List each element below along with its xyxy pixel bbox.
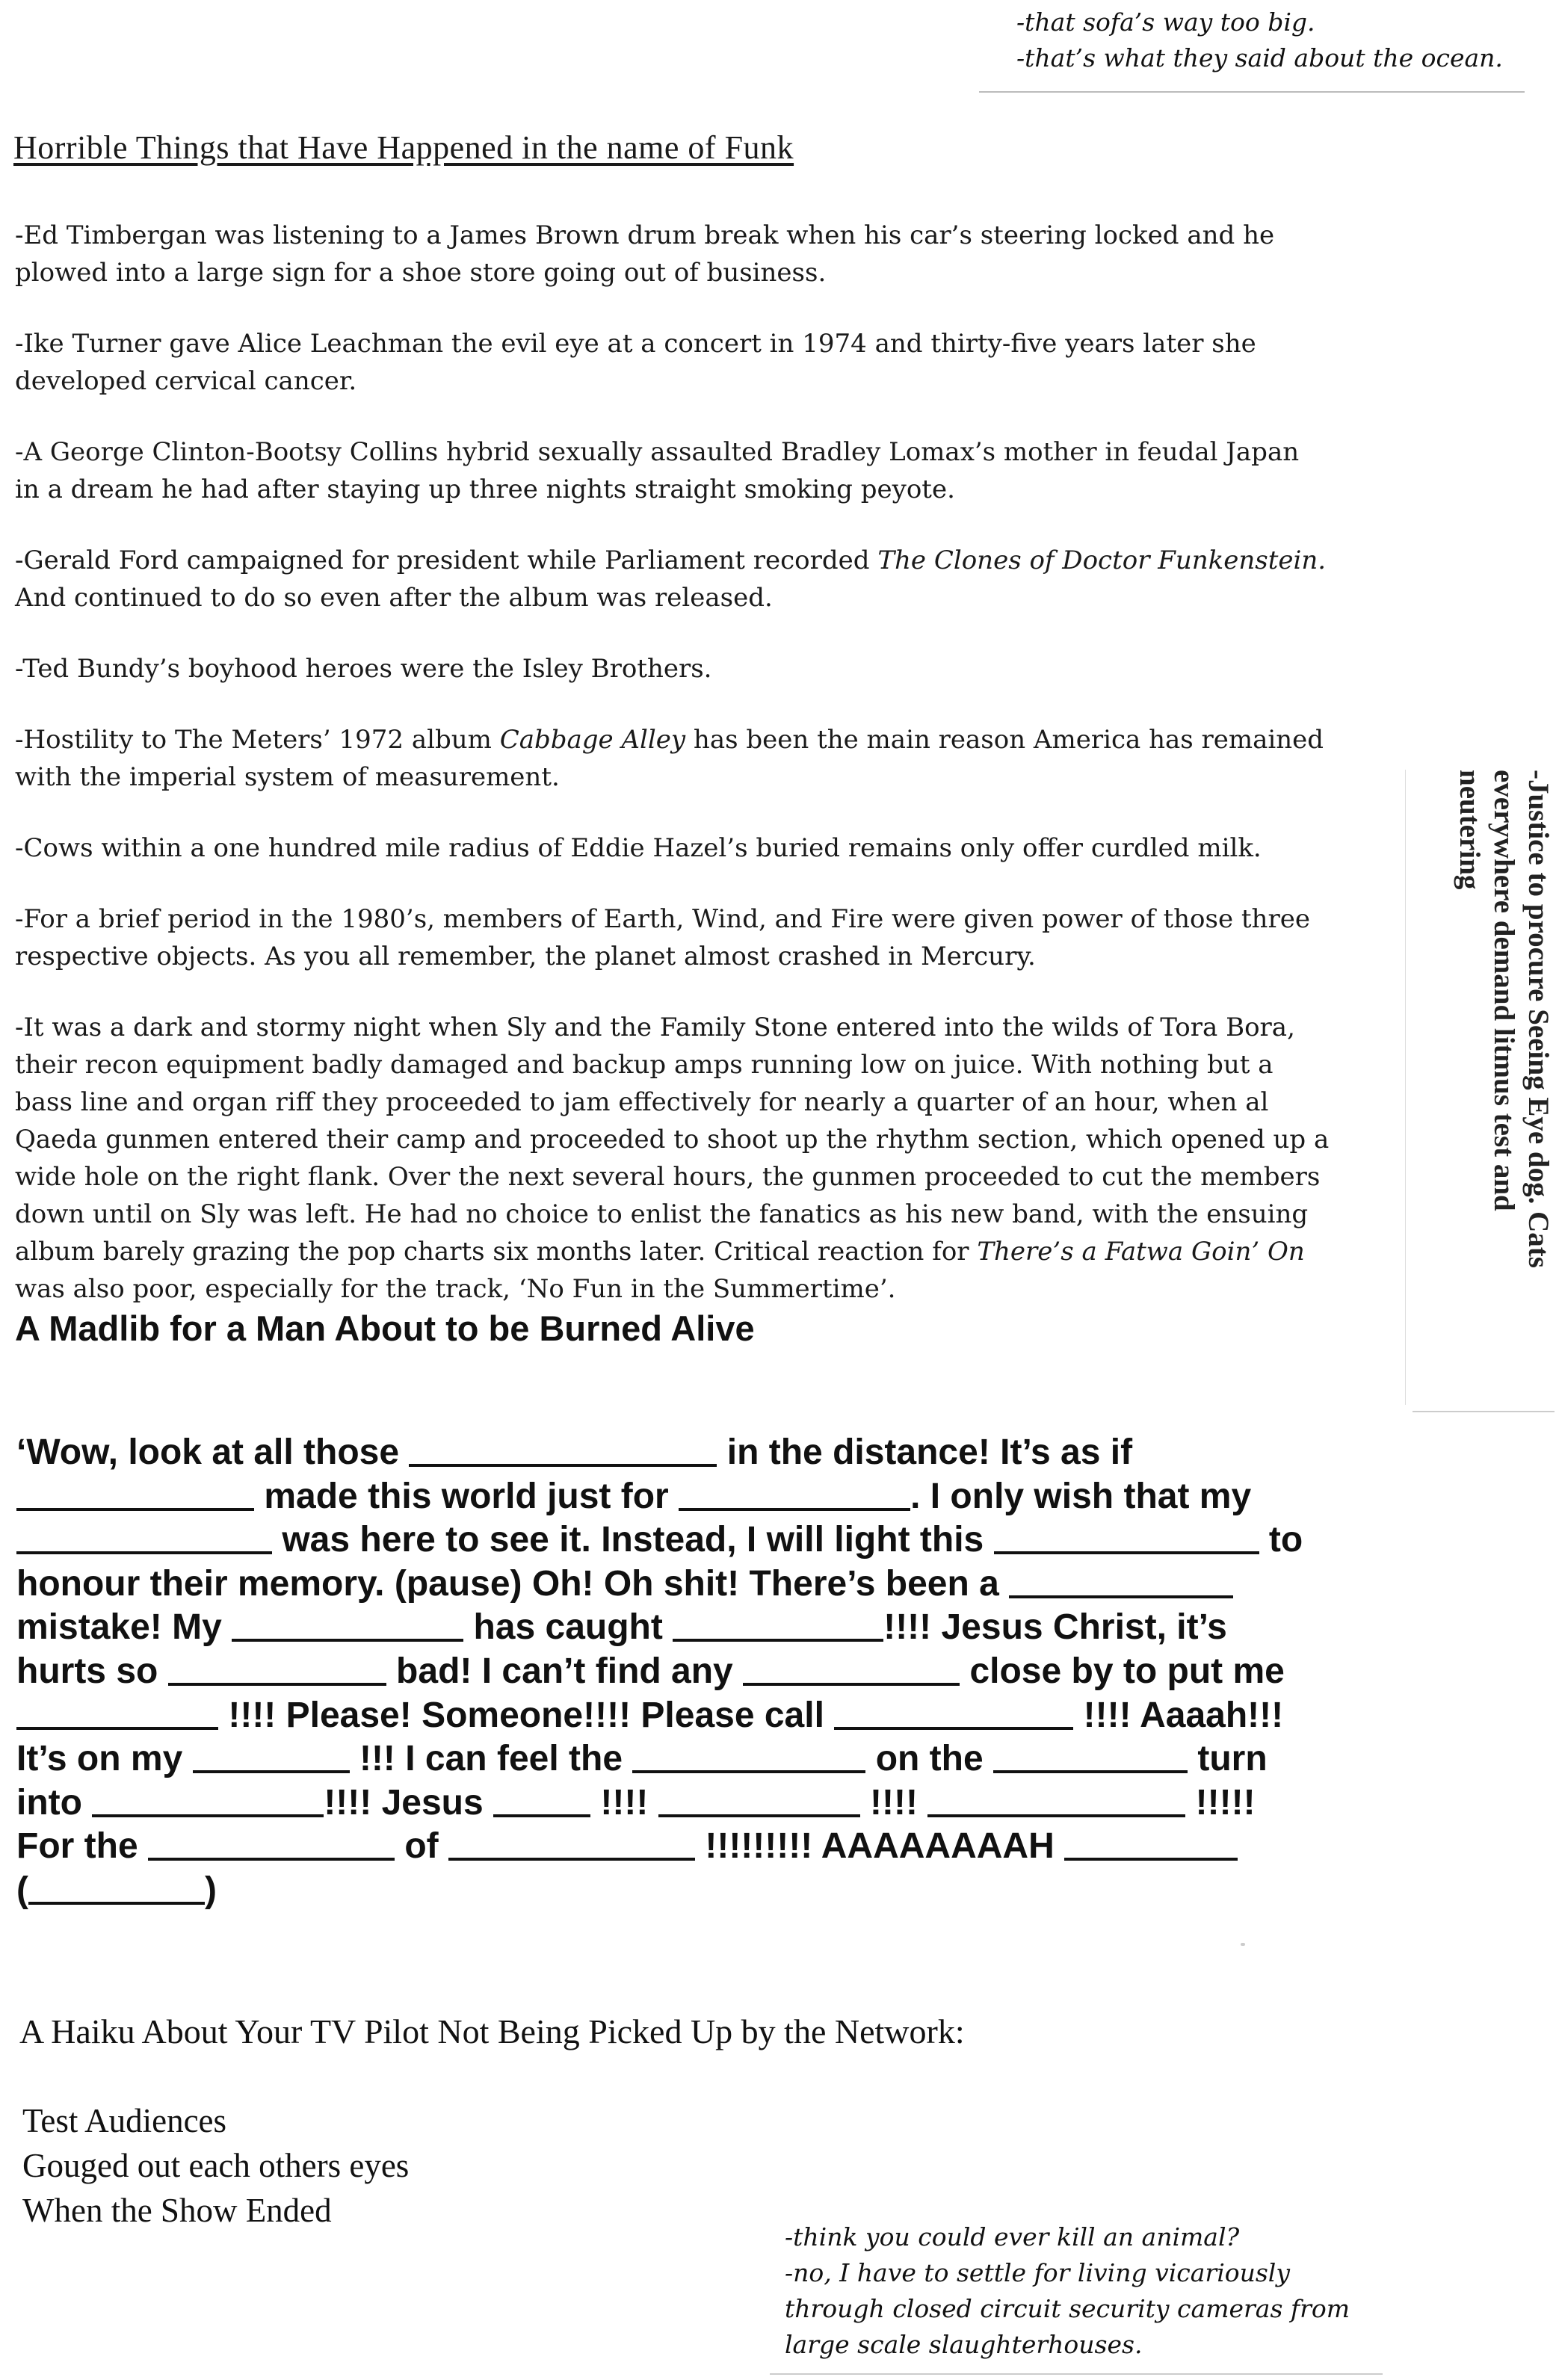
funk-item-timbergan: -Ed Timbergan was listening to a James Brown drum break when his car’s steering locked and he plowed into a large sign for a shoe store going out of business. [15,220,1275,288]
madlib-blank [679,1480,910,1511]
bottom-note-line-1: -think you could ever kill an animal? [785,2222,1240,2251]
funk-item-meters: -Hostility to The Meters’ 1972 album Cabbage Alley has been the main reason America has remained with the imperial system of measurement. [15,725,1324,792]
funk-item-sly-stone: -It was a dark and stormy night when Sly and the Family Stone entered into the wilds of Tora Bora, their recon equipment badly damaged and backup amps running low on juice. With nothing but a bass line and organ riff they proceeded to jam effectively for nearly a quarter of an hour, when al Qaeda gunmen entered their camp and proceeded to shoot up the rhythm section, which opened up a wide hole on the right flank. Over the next several hours, the gunmen proceeded to cut the members down until on Sly was left. He had no choice to enlist the fanatics as his new band, with the ensuing album barely grazing the pop charts six months later. Critical reaction for There’s a Fatwa Goin’ On was also poor, especially for the track, ‘No Fun in the Summertime’. [15,1013,1330,1304]
funk-item-ted-bundy: -Ted Bundy’s boyhood heroes were the Isley Brothers. [15,654,712,684]
madlib-blank [834,1699,1073,1730]
madlib-body [16,1431,1384,1913]
madlib-line: honour their memory. (pause) Oh! Oh shit! There’s been a [16,1563,1384,1607]
top-note-line-1: -that sofa’s way too big. [1016,7,1315,37]
funk-item-clinton-collins: -A George Clinton-Bootsy Collins hybrid sexually assaulted Bradley Lomax’s mother in feudal Japan in a dream he had after staying up three nights straight smoking peyote. [15,437,1300,504]
album-title: There’s a Fatwa Goin’ On [977,1237,1305,1267]
funk-list [15,217,1360,1341]
funk-item-ike-turner: -Ike Turner gave Alice Leachman the evil eye at a concert in 1974 and thirty-five years later she developed cervical cancer. [15,329,1256,396]
haiku-line-1: Test Audiences [22,2102,227,2139]
bottom-note-line-3: through closed circuit security cameras from [785,2294,1350,2323]
madlib-blank [993,1742,1188,1773]
madlib-blank [28,1873,205,1905]
madlib-blank [193,1742,350,1773]
madlib-blank [1064,1829,1238,1861]
scan-speck [1241,1943,1245,1946]
madlib-line: made this world just for . I only wish that my [16,1475,1384,1519]
madlib-blank [658,1786,860,1817]
madlib-line: hurts so bad! I can’t find any close by to put me [16,1651,1285,1691]
madlib-line: ‘Wow, look at all those in the distance! It’s as if [16,1432,1133,1472]
madlib-blank [493,1786,590,1817]
haiku-body [22,2098,409,2233]
bottom-note-line-4: large scale slaughterhouses. [785,2330,1143,2359]
madlib-blank [994,1523,1259,1554]
funk-item-eddie-hazel: -Cows within a one hundred mile radius of Eddie Hazel’s buried remains only offer curdled milk. [15,833,1262,863]
madlib-blank [632,1742,865,1773]
madlib-blank [16,1480,254,1511]
madlib-blank [168,1654,386,1686]
madlib-line: For the of !!!!!!!!! AAAAAAAAH [16,1825,1384,1869]
madlib-blank [448,1829,695,1861]
madlib-line: ( ) [16,1870,217,1910]
madlib-blank [16,1523,272,1554]
haiku-title: A Haiku About Your TV Pilot Not Being Picked Up by the Network: [19,2012,965,2050]
madlib-line: into !!!! Jesus !!!! !!!! !!!!! [16,1782,1256,1823]
funk-item-earth-wind-fire: -For a brief period in the 1980’s, members of Earth, Wind, and Fire were given power of those three respective objects. As you all remember, the planet almost crashed in Mercury. [15,904,1310,971]
top-note-divider [979,91,1525,93]
bottom-dialogue-note [785,2219,1502,2363]
madlib-line: It’s on my !!! I can feel the on the turn [16,1739,1268,1779]
madlib-blank [148,1829,395,1861]
haiku-line-2: Gouged out each others eyes [22,2147,410,2184]
madlib-line: was here to see it. Instead, I will light this to [16,1518,1384,1563]
album-title: The Clones of Doctor Funkenstein. [877,545,1327,575]
side-note-text: -Justice to procure Seeing Eye dog. Cats everywhere demand litmus test and neutering [1454,770,1555,1268]
side-note-divider [1413,1411,1555,1412]
bottom-note-line-2: -no, I have to settle for living vicariously [785,2258,1291,2287]
madlib-blank [232,1610,463,1642]
haiku-line-3: When the Show Ended [22,2192,332,2229]
madlib-line: mistake! My has caught !!!! Jesus Christ, it’s [16,1607,1227,1648]
bottom-note-divider [770,2373,1383,2375]
funk-item-gerald-ford: -Gerald Ford campaigned for president while Parliament recorded The Clones of Doctor Funkenstein. And continued to do so even after the album was released. [15,545,1327,613]
madlib-blank [16,1699,218,1730]
top-dialogue-note [1016,4,1540,76]
madlib-blank [409,1435,717,1467]
funk-section-title: Horrible Things that Have Happened in the name of Funk [13,129,794,166]
madlib-blank [1009,1567,1233,1598]
madlib-blank [92,1786,324,1817]
madlib-blank [927,1786,1185,1817]
top-note-line-2: -that’s what they said about the ocean. [1016,43,1503,72]
album-title: Cabbage Alley [499,725,686,755]
madlib-blank [673,1610,883,1642]
side-note-strip [1405,770,1555,1405]
madlib-title: A Madlib for a Man About to be Burned Alive [15,1308,755,1348]
madlib-line: !!!! Please! Someone!!!! Please call !!!! Aaaah!!! [16,1694,1384,1738]
madlib-blank [743,1654,960,1686]
